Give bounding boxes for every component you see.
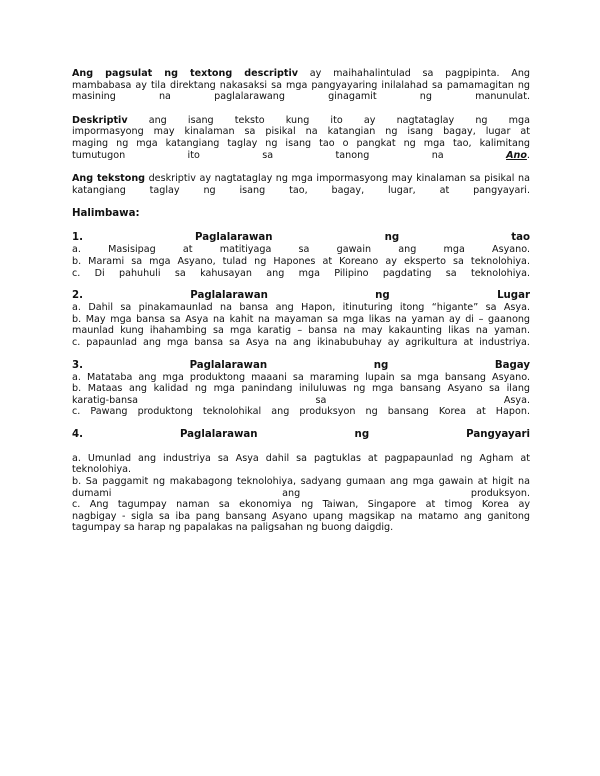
section-line: a. Matataba ang mga produktong maaani sa maraming lupain sa mga bansang Asyano. xyxy=(72,371,530,383)
intro-paragraph-1 xyxy=(72,68,530,103)
section-heading: 4. Paglalarawan ng Pangyayari xyxy=(72,428,530,440)
section-line: b. Marami sa mga Asyano, tulad ng Hapones at Koreano ay eksperto sa teknolohiya. xyxy=(72,255,530,267)
paragraph-line: katangiang taglay ng isang tao, bagay, lugar, at pangyayari. xyxy=(72,184,530,196)
bold-lead: Ang pagsulat ng textong descriptiv xyxy=(72,68,299,79)
section-heading: 3. Paglalarawan ng Bagay xyxy=(72,359,530,371)
section-line: c. Ang tagumpay naman sa ekonomiya ng Taiwan, Singapore at timog Korea ay xyxy=(72,499,530,511)
paragraph-line: Ang pagsulat ng textong descriptiv ay maihahalintulad sa pagpipinta. Ang xyxy=(72,68,530,79)
section-line: karatig-bansa sa Asya. xyxy=(72,394,530,406)
section-heading: 1. Paglalarawan ng tao xyxy=(72,232,530,244)
section-line: c. Pawang produktong teknolohikal ang produksyon ng bansang Korea at Hapon. xyxy=(72,406,530,418)
intro-paragraph-2 xyxy=(72,115,530,161)
bold-lead: Ang tekstong xyxy=(72,173,146,185)
section-line: b. May mga bansa sa Asya na kahit na mayaman sa mga likas na yaman ay di – gaanong xyxy=(72,313,530,325)
section-bagay xyxy=(72,360,530,418)
paragraph-line: masining na paglalarawang ginagamit ng manunulat. xyxy=(72,91,530,103)
section-line: dumami ang produksyon. xyxy=(72,487,530,499)
section-pangyayari xyxy=(72,429,530,534)
section-line: b. Sa paggamit ng makabagong teknolohiya, sadyang gumaan ang mga gawain at higit na xyxy=(72,476,530,488)
halimbawa-label: Halimbawa: xyxy=(72,208,140,220)
intro-paragraph-3 xyxy=(72,173,530,196)
document-body xyxy=(72,68,530,534)
section-heading: 2. Paglalarawan ng Lugar xyxy=(72,290,530,302)
paragraph-line: Deskriptiv ang isang teksto kung ito ay nagtataglay ng mga xyxy=(72,114,530,126)
bold-lead: Deskriptiv xyxy=(72,114,128,126)
section-line: a. Umunlad ang industriya sa Asya dahil sa pagtuklas at pagpapaunlad ng Agham at xyxy=(72,452,530,464)
section-line: c. papaunlad ang mga bansa sa Asya na ang ikinabubuhay ay agrikultura at industriya. xyxy=(72,336,530,348)
section-line: c. Di pahuhuli sa kahusayan ang mga Pilipino pagdating sa teknolohiya. xyxy=(72,267,530,279)
paragraph-line: Ang tekstong deskriptiv ay nagtataglay ng mga impormasyong may kinalaman sa pisikal na xyxy=(72,173,530,185)
section-line: teknolohiya. xyxy=(72,464,132,476)
paragraph-line: maging ng mga katangiang taglay ng isang tao o pangkat ng mga tao, kalimitang xyxy=(72,137,530,149)
section-line: a. Masisipag at matitiyaga sa gawain ang mga Asyano. xyxy=(72,244,530,256)
section-tao xyxy=(72,232,530,279)
paragraph-line: mambabasa ay tila direktang nakasaksi sa mga pangyayaring inilalahad sa pamamagitan ng xyxy=(72,79,530,91)
section-line: maunlad kung ihahambing sa mga karatig – bansa na may kakaunting likas na yaman. xyxy=(72,325,530,337)
paragraph-line: tumutugon ito sa tanong na Ano. xyxy=(72,149,530,161)
section-line: a. Dahil sa pinakamaunlad na bansa ang Hapon, itinuturing itong “higante” sa Asya. xyxy=(72,302,530,314)
section-line: nagbigay - sigla sa iba pang bansang Asyano upang magsikap na matamo ang ganitong xyxy=(72,510,530,522)
section-line: tagumpay sa harap ng papalakas na paligsahan ng buong daigdig. xyxy=(72,522,394,534)
section-lugar xyxy=(72,290,530,348)
ano-emphasis: Ano xyxy=(506,149,527,161)
paragraph-line: impormasyong may kinalaman sa pisikal na katangian ng isang bagay, lugar at xyxy=(72,126,530,138)
section-line: b. Mataas ang kalidad ng mga panindang iniluluwas ng mga bansang Asyano sa ilang xyxy=(72,383,530,395)
